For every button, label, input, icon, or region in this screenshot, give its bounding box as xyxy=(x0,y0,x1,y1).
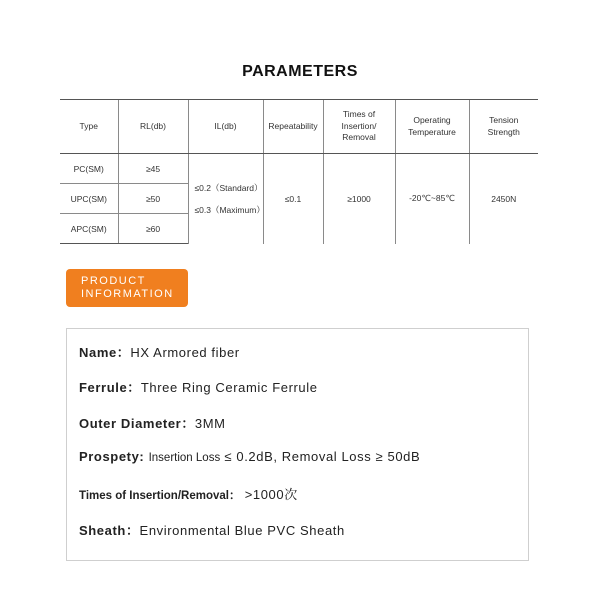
product-info-box xyxy=(66,328,529,561)
info-times-key: Times of Insertion/Removal： xyxy=(79,490,241,502)
header-tension-line2: Strength xyxy=(487,126,520,137)
cell-type: PC(SM) xyxy=(60,154,118,184)
info-prospety-value-2: ≤ 0.2dB, Removal Loss ≥ 50dB xyxy=(224,449,421,464)
info-prospety-row xyxy=(79,449,420,464)
page-title: PARAMETERS xyxy=(242,63,358,80)
header-repeatability: Repeatability xyxy=(263,100,323,154)
info-times-value: >1000次 xyxy=(244,487,298,502)
info-ferrule-key: Ferrule： xyxy=(79,380,141,395)
cell-operating: -20℃~85℃ xyxy=(395,154,469,244)
table-row xyxy=(60,154,538,184)
il-standard: ≤0.2（Standard） xyxy=(194,182,263,193)
cell-tension: 2450N xyxy=(469,154,538,244)
info-prospety-key: Prospety: xyxy=(79,449,145,464)
info-ferrule-row xyxy=(79,377,318,396)
info-sheath-row xyxy=(79,520,345,539)
header-operating-line1: Operating xyxy=(413,114,451,125)
info-name-value: HX Armored fiber xyxy=(130,345,240,360)
info-diameter-value: 3MM xyxy=(194,416,226,431)
header-operating-line2: Temperature xyxy=(408,126,456,137)
info-times-row xyxy=(79,484,298,503)
info-diameter-key: Outer Diameter： xyxy=(79,416,195,431)
cell-times: ≥1000 xyxy=(323,154,395,244)
header-times-line3: Removal xyxy=(342,132,376,143)
cell-rl: ≥60 xyxy=(118,214,188,244)
cell-il xyxy=(188,154,263,244)
badge-line1: PRODUCT xyxy=(81,275,146,287)
product-information-badge xyxy=(66,269,188,307)
table-header-row xyxy=(60,100,538,154)
header-il: IL(db) xyxy=(188,100,263,154)
header-operating xyxy=(395,100,469,154)
info-diameter-row xyxy=(79,413,226,432)
header-times-line2: Insertion/ xyxy=(341,120,377,131)
cell-type: UPC(SM) xyxy=(60,184,118,214)
header-rl: RL(db) xyxy=(118,100,188,154)
info-ferrule-value: Three Ring Ceramic Ferrule xyxy=(140,380,318,395)
info-prospety-value-1: Insertion Loss xyxy=(148,452,221,464)
info-name-key: Name： xyxy=(79,345,131,360)
cell-repeatability: ≤0.1 xyxy=(263,154,323,244)
cell-rl: ≥50 xyxy=(118,184,188,214)
info-sheath-value: Environmental Blue PVC Sheath xyxy=(139,523,345,538)
header-type: Type xyxy=(60,100,118,154)
badge-line2: INFORMATION xyxy=(81,288,174,300)
header-tension-line1: Tension xyxy=(489,114,519,125)
info-name-row xyxy=(79,342,240,361)
header-times xyxy=(323,100,395,154)
info-sheath-key: Sheath： xyxy=(79,523,140,538)
header-times-line1: Times of xyxy=(342,108,376,119)
header-tension xyxy=(469,100,538,154)
cell-type: APC(SM) xyxy=(60,214,118,244)
il-maximum: ≤0.3（Maximum） xyxy=(194,204,265,215)
parameters-table xyxy=(60,99,538,244)
cell-rl: ≥45 xyxy=(118,154,188,184)
